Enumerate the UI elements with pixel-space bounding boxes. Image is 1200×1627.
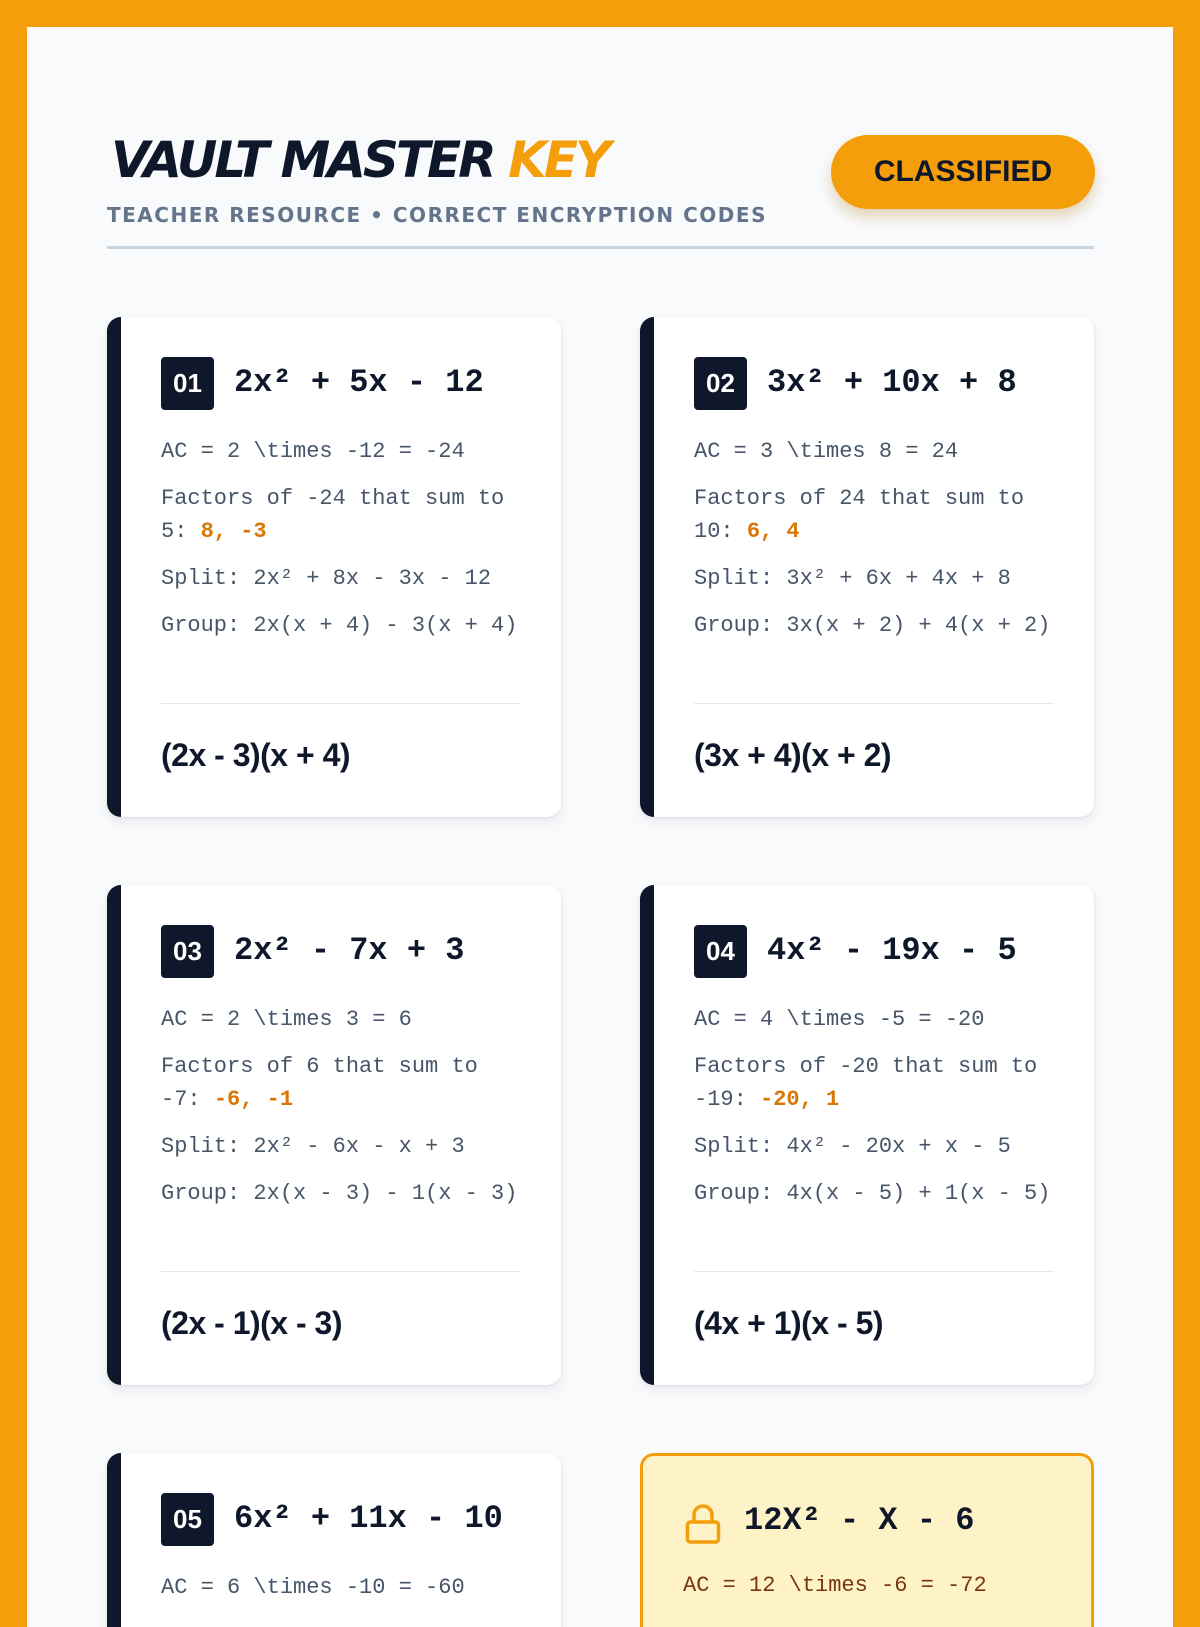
factors-text: Factors of 24 that sum to 10:	[694, 486, 1025, 544]
factored-answer: (2x - 1)(x - 3)	[161, 1305, 342, 1341]
group-step: Group: 3x(x + 2) + 4(x + 2)	[694, 613, 1051, 638]
split-step: Split: 3x² + 6x + 4x + 8	[694, 566, 1011, 591]
ac-step: AC = 3 \times 8 = 24	[694, 439, 959, 464]
factored-answer: (4x + 1)(x - 5)	[694, 1305, 884, 1341]
solution-steps	[161, 435, 521, 656]
page-header	[107, 107, 1095, 277]
factored-answer: (3x + 4)(x + 2)	[694, 737, 892, 773]
group-step: Group: 4x(x - 5) + 1(x - 5)	[694, 1181, 1051, 1206]
problem-card-05	[107, 1453, 561, 1627]
problem-card-01	[107, 317, 561, 817]
problem-number: 03	[161, 925, 214, 978]
problem-equation: 3x² + 10x + 8	[767, 364, 1017, 401]
factor-pair: -6, -1	[213, 1087, 294, 1112]
factors-text: Factors of -20 that sum to -19:	[694, 1054, 1038, 1112]
problem-card-02	[640, 317, 1094, 817]
problem-equation: 4x² - 19x - 5	[767, 932, 1017, 969]
problem-card-03	[107, 885, 561, 1385]
page-subtitle: TEACHER RESOURCE • CORRECT ENCRYPTION CODES	[107, 203, 767, 227]
ac-step: AC = 4 \times -5 = -20	[694, 1007, 985, 1032]
header-divider	[107, 246, 1094, 249]
group-step: Group: 2x(x - 3) - 1(x - 3)	[161, 1181, 518, 1206]
solution-steps	[694, 435, 1054, 656]
ac-step: AC = 6 \times -10 = -60	[161, 1575, 465, 1600]
factors-step	[161, 482, 521, 548]
split-step: Split: 2x² - 6x - x + 3	[161, 1134, 465, 1159]
problem-card-04	[640, 885, 1094, 1385]
page-sheet	[27, 27, 1173, 1627]
solution-steps	[161, 1571, 521, 1618]
split-step: Split: 2x² + 8x - 3x - 12	[161, 566, 492, 591]
answer-divider	[161, 1271, 521, 1272]
solution-steps	[161, 1003, 521, 1224]
factored-answer: (2x - 3)(x + 4)	[161, 737, 351, 773]
lock-icon	[685, 1504, 721, 1544]
group-step: Group: 2x(x + 4) - 3(x + 4)	[161, 613, 518, 638]
answer-divider	[694, 1271, 1054, 1272]
split-step: Split: 4x² - 20x + x - 5	[694, 1134, 1011, 1159]
factor-pair: 8, -3	[200, 519, 267, 544]
challenge-equation: 12X² - X - 6	[744, 1502, 975, 1539]
problem-equation: 2x² + 5x - 12	[234, 364, 484, 401]
problem-number: 01	[161, 357, 214, 410]
answer-divider	[161, 703, 521, 704]
problem-number: 02	[694, 357, 747, 410]
factors-step	[694, 482, 1054, 548]
title-main: VAULT MASTER	[111, 131, 494, 189]
factor-pair: 6, 4	[746, 519, 800, 544]
problem-number: 05	[161, 1493, 214, 1546]
factors-step	[694, 1050, 1054, 1116]
factors-text: Factors of 6 that sum to -7:	[161, 1054, 478, 1112]
problem-number: 04	[694, 925, 747, 978]
challenge-ac-step: AC = 12 \times -6 = -72	[683, 1573, 987, 1598]
factors-step	[161, 1050, 521, 1116]
solution-steps	[694, 1003, 1054, 1224]
page-title	[111, 131, 609, 189]
factor-pair: -20, 1	[760, 1087, 840, 1112]
ac-step: AC = 2 \times 3 = 6	[161, 1007, 412, 1032]
classified-badge: CLASSIFIED	[831, 135, 1095, 209]
title-accent: KEY	[508, 131, 609, 189]
challenge-card	[640, 1453, 1094, 1627]
problem-equation: 6x² + 11x - 10	[234, 1500, 503, 1537]
factors-text: Factors of -24 that sum to 5:	[161, 486, 505, 544]
problem-equation: 2x² - 7x + 3	[234, 932, 465, 969]
ac-step: AC = 2 \times -12 = -24	[161, 439, 465, 464]
answer-divider	[694, 703, 1054, 704]
